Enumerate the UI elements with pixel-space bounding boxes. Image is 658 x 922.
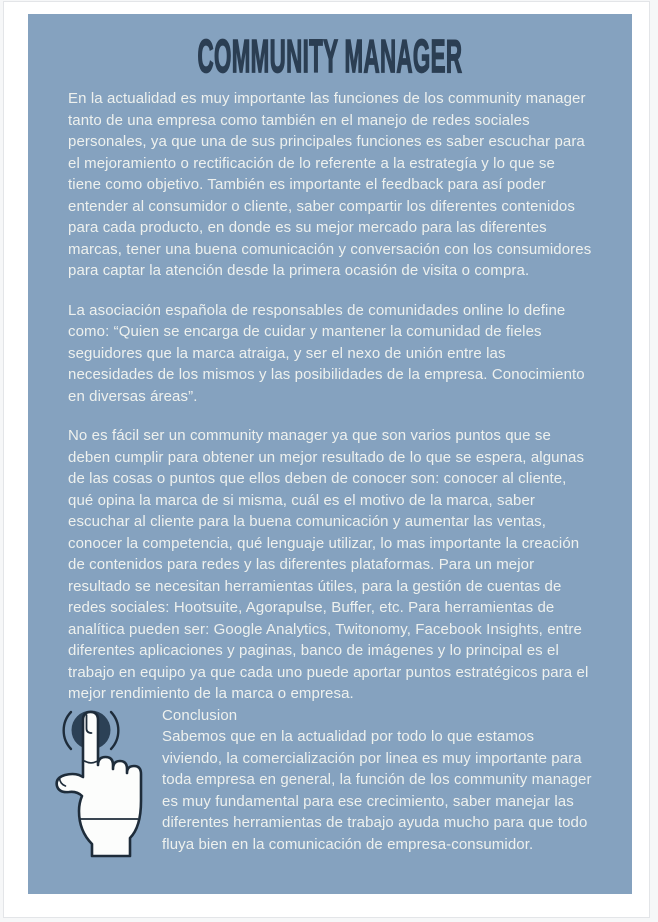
conclusion-section	[68, 705, 592, 859]
conclusion-body	[162, 705, 592, 856]
paragraph-intro: En la actualidad es muy importante las funciones de los community manager tanto de una empresa como también en el manejo de redes sociales personales, ya que una de sus principales funciones es saber escuchar para el mejoramiento o rectificación de lo referente a la estrategía y lo que se tiene como objetivo. También es importante el feedback para así poder entender al consumidor o cliente, saber compartir los diferentes contenidos para cada producto, en donde es su mejor mercado para las diferentes marcas, tener una buena comunicación y conversación con los consumidores para captar la atención desde la primera ocasión de visita o compra.	[68, 90, 592, 279]
poster-content	[28, 88, 632, 859]
page-title-text: COMMUNITY MANAGER	[197, 30, 463, 83]
page-title	[28, 30, 632, 83]
hand-tap-icon	[46, 699, 158, 859]
poster-background	[28, 14, 632, 894]
paragraph-skills: No es fácil ser un community manager ya que son varios puntos que se deben cumplir para obtener un mejor resultado de lo que se espera, algunas de las cosas o puntos que ellos deben de conocer son: conocer al cliente, qué opina la marca de si misma, cuál es el motivo de la marca, saber escuchar al cliente para la buena comunicación y aumentar las ventas, conocer la competencia, qué lenguaje utilizar, lo mas importante la creación de contenidos para redes y las diferentes plataformas. Para un mejor resultado se necesitan herramientas útiles, para la gestión de cuentas de redes sociales: Hootsuite, Agorapulse, Buffer, etc. Para herramientas de analítica pueden ser: Google Analytics, Twitonomy, Facebook Insights, entre diferentes aplicaciones y paginas, banco de imágenes y lo principal es el trabajo en equipo ya que cada uno puede aportar puntos estratégicos para el mejor rendimiento de la marca o empresa.	[68, 427, 589, 702]
tap-arc-left	[64, 712, 71, 749]
tap-arc-right	[111, 712, 118, 749]
document-page	[3, 1, 650, 918]
conclusion-text: Sabemos que en la actualidad por todo lo que estamos viviendo, la comercialización por linea es muy importante para toda empresa en general, la función de los community manager es muy fundamental para ese crecimiento, saber manejar las diferentes herramientas de trabajo ayuda mucho para que todo fluya bien en la comunicación de empresa-consumidor.	[162, 728, 592, 853]
pointing-hand	[57, 712, 141, 856]
paragraph-definition: La asociación española de responsables de comunidades online lo define como: “Quien se encarga de cuidar y mantener la comunidad de fieles seguidores que la marca atraiga, y ser el nexo de unión entre las necesidades de los mismos y las posibilidades de la empresa. Conocimiento en diversas áreas”.	[68, 301, 585, 405]
conclusion-heading: Conclusion	[162, 706, 238, 724]
